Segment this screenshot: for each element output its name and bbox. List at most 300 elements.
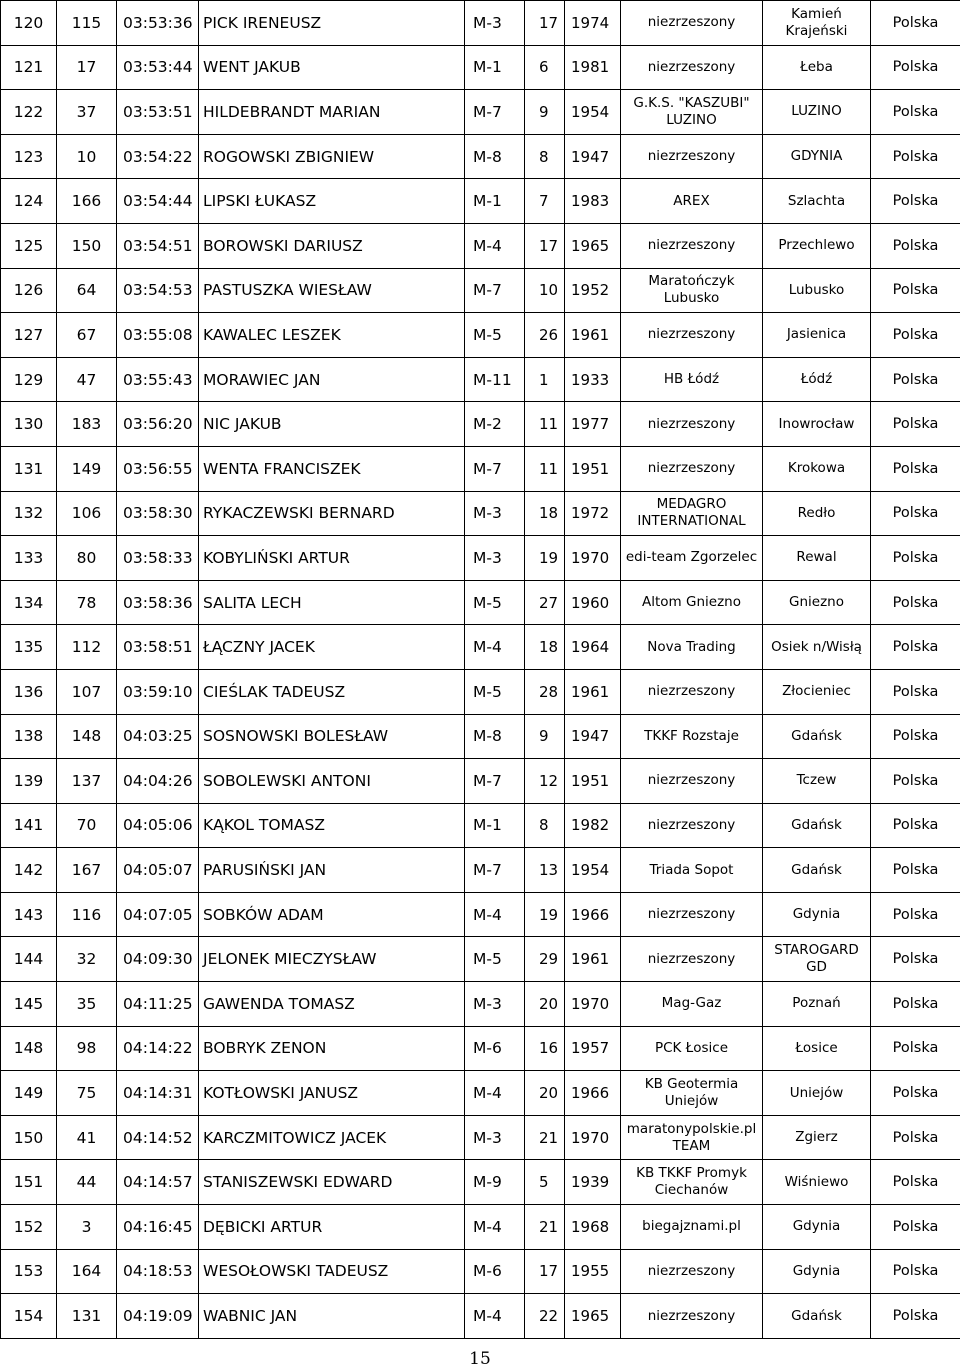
- cell-bib: 64: [57, 268, 117, 313]
- cell-cat-place: 29: [525, 937, 565, 982]
- cell-bib: 116: [57, 892, 117, 937]
- cell-bib: 106: [57, 491, 117, 536]
- table-row: [1, 580, 960, 625]
- cell-name: WENTA FRANCISZEK: [199, 446, 465, 491]
- cell-name: ŁĄCZNY JACEK: [199, 625, 465, 670]
- cell-cat-place: 1: [525, 357, 565, 402]
- cell-name: WABNIC JAN: [199, 1294, 465, 1339]
- cell-cat: M-7: [465, 446, 525, 491]
- cell-name: KOTŁOWSKI JANUSZ: [199, 1071, 465, 1116]
- cell-time: 04:14:57: [117, 1160, 199, 1205]
- cell-year: 1960: [565, 580, 621, 625]
- cell-cat: M-4: [465, 1071, 525, 1116]
- cell-bib: 164: [57, 1249, 117, 1294]
- cell-place: 142: [1, 848, 57, 893]
- cell-club: PCK Łosice: [621, 1026, 763, 1071]
- cell-place: 151: [1, 1160, 57, 1205]
- cell-bib: 44: [57, 1160, 117, 1205]
- cell-year: 1951: [565, 759, 621, 804]
- cell-year: 1965: [565, 1294, 621, 1339]
- results-body: [1, 1, 960, 1339]
- cell-name: PASTUSZKA WIESŁAW: [199, 268, 465, 313]
- cell-country: Polska: [871, 1160, 960, 1205]
- cell-place: 127: [1, 313, 57, 358]
- cell-name: KOBYLIŃSKI ARTUR: [199, 536, 465, 581]
- cell-cat-place: 5: [525, 1160, 565, 1205]
- table-row: [1, 402, 960, 447]
- cell-club: HB Łódź: [621, 357, 763, 402]
- cell-cat-place: 19: [525, 536, 565, 581]
- cell-time: 03:55:43: [117, 357, 199, 402]
- cell-bib: 137: [57, 759, 117, 804]
- cell-city: Zgierz: [763, 1115, 871, 1160]
- cell-bib: 70: [57, 803, 117, 848]
- cell-time: 03:58:51: [117, 625, 199, 670]
- table-row: [1, 1249, 960, 1294]
- cell-bib: 166: [57, 179, 117, 224]
- cell-country: Polska: [871, 982, 960, 1027]
- cell-cat: M-4: [465, 625, 525, 670]
- cell-club: niezrzeszony: [621, 313, 763, 358]
- cell-year: 1957: [565, 1026, 621, 1071]
- cell-bib: 10: [57, 134, 117, 179]
- cell-country: Polska: [871, 134, 960, 179]
- cell-country: Polska: [871, 268, 960, 313]
- cell-cat: M-7: [465, 848, 525, 893]
- cell-cat: M-5: [465, 313, 525, 358]
- cell-cat: M-3: [465, 491, 525, 536]
- cell-name: STANISZEWSKI EDWARD: [199, 1160, 465, 1205]
- cell-place: 122: [1, 90, 57, 135]
- cell-time: 03:59:10: [117, 669, 199, 714]
- cell-country: Polska: [871, 625, 960, 670]
- cell-year: 1982: [565, 803, 621, 848]
- cell-city: Łosice: [763, 1026, 871, 1071]
- cell-cat: M-3: [465, 982, 525, 1027]
- table-row: [1, 982, 960, 1027]
- cell-name: LIPSKI ŁUKASZ: [199, 179, 465, 224]
- cell-name: RYKACZEWSKI BERNARD: [199, 491, 465, 536]
- cell-city: Gdańsk: [763, 714, 871, 759]
- cell-cat-place: 11: [525, 402, 565, 447]
- cell-bib: 115: [57, 1, 117, 46]
- cell-club: Mag-Gaz: [621, 982, 763, 1027]
- cell-club: KB TKKF Promyk Ciechanów: [621, 1160, 763, 1205]
- cell-name: WESOŁOWSKI TADEUSZ: [199, 1249, 465, 1294]
- cell-place: 120: [1, 1, 57, 46]
- cell-country: Polska: [871, 313, 960, 358]
- cell-city: LUZINO: [763, 90, 871, 135]
- cell-cat: M-7: [465, 90, 525, 135]
- table-row: [1, 1115, 960, 1160]
- table-row: [1, 45, 960, 90]
- cell-name: SOBKÓW ADAM: [199, 892, 465, 937]
- cell-name: MORAWIEC JAN: [199, 357, 465, 402]
- cell-place: 154: [1, 1294, 57, 1339]
- cell-name: KĄKOL TOMASZ: [199, 803, 465, 848]
- table-row: [1, 759, 960, 804]
- cell-cat-place: 9: [525, 714, 565, 759]
- cell-time: 03:54:22: [117, 134, 199, 179]
- cell-year: 1983: [565, 179, 621, 224]
- cell-place: 149: [1, 1071, 57, 1116]
- table-row: [1, 714, 960, 759]
- cell-bib: 167: [57, 848, 117, 893]
- cell-club: Triada Sopot: [621, 848, 763, 893]
- cell-cat-place: 16: [525, 1026, 565, 1071]
- cell-place: 153: [1, 1249, 57, 1294]
- cell-cat: M-8: [465, 714, 525, 759]
- cell-year: 1954: [565, 90, 621, 135]
- cell-city: Przechlewo: [763, 223, 871, 268]
- cell-country: Polska: [871, 937, 960, 982]
- cell-name: JELONEK MIECZYSŁAW: [199, 937, 465, 982]
- cell-club: niezrzeszony: [621, 134, 763, 179]
- cell-year: 1947: [565, 134, 621, 179]
- cell-year: 1939: [565, 1160, 621, 1205]
- cell-name: DĘBICKI ARTUR: [199, 1205, 465, 1250]
- table-row: [1, 313, 960, 358]
- cell-country: Polska: [871, 848, 960, 893]
- cell-cat: M-4: [465, 1205, 525, 1250]
- cell-country: Polska: [871, 491, 960, 536]
- cell-cat-place: 7: [525, 179, 565, 224]
- cell-year: 1972: [565, 491, 621, 536]
- cell-time: 04:05:07: [117, 848, 199, 893]
- cell-name: KAWALEC LESZEK: [199, 313, 465, 358]
- cell-club: maratonypolskie.pl TEAM: [621, 1115, 763, 1160]
- cell-country: Polska: [871, 402, 960, 447]
- cell-time: 03:53:51: [117, 90, 199, 135]
- cell-year: 1974: [565, 1, 621, 46]
- cell-country: Polska: [871, 1115, 960, 1160]
- cell-cat: M-4: [465, 223, 525, 268]
- table-row: [1, 892, 960, 937]
- cell-name: GAWENDA TOMASZ: [199, 982, 465, 1027]
- cell-name: WENT JAKUB: [199, 45, 465, 90]
- cell-club: Nova Trading: [621, 625, 763, 670]
- cell-place: 144: [1, 937, 57, 982]
- cell-club: AREX: [621, 179, 763, 224]
- table-row: [1, 446, 960, 491]
- cell-cat-place: 19: [525, 892, 565, 937]
- cell-city: Szlachta: [763, 179, 871, 224]
- cell-cat: M-1: [465, 45, 525, 90]
- cell-cat: M-5: [465, 580, 525, 625]
- cell-country: Polska: [871, 892, 960, 937]
- cell-club: niezrzeszony: [621, 669, 763, 714]
- cell-cat-place: 18: [525, 625, 565, 670]
- cell-time: 03:56:55: [117, 446, 199, 491]
- cell-country: Polska: [871, 714, 960, 759]
- cell-bib: 183: [57, 402, 117, 447]
- table-row: [1, 1026, 960, 1071]
- cell-country: Polska: [871, 446, 960, 491]
- cell-place: 132: [1, 491, 57, 536]
- cell-cat-place: 22: [525, 1294, 565, 1339]
- cell-club: Altom Gniezno: [621, 580, 763, 625]
- cell-place: 133: [1, 536, 57, 581]
- cell-year: 1964: [565, 625, 621, 670]
- cell-club: niezrzeszony: [621, 937, 763, 982]
- cell-club: niezrzeszony: [621, 1249, 763, 1294]
- cell-country: Polska: [871, 1294, 960, 1339]
- cell-place: 131: [1, 446, 57, 491]
- cell-place: 138: [1, 714, 57, 759]
- cell-bib: 17: [57, 45, 117, 90]
- cell-bib: 75: [57, 1071, 117, 1116]
- cell-city: Gdynia: [763, 1205, 871, 1250]
- cell-cat-place: 17: [525, 223, 565, 268]
- cell-club: niezrzeszony: [621, 446, 763, 491]
- cell-time: 03:54:51: [117, 223, 199, 268]
- table-row: [1, 1, 960, 46]
- cell-year: 1981: [565, 45, 621, 90]
- cell-bib: 80: [57, 536, 117, 581]
- cell-cat: M-6: [465, 1249, 525, 1294]
- cell-cat: M-7: [465, 759, 525, 804]
- cell-name: SOSNOWSKI BOLESŁAW: [199, 714, 465, 759]
- cell-time: 04:19:09: [117, 1294, 199, 1339]
- cell-cat: M-2: [465, 402, 525, 447]
- cell-bib: 35: [57, 982, 117, 1027]
- cell-year: 1951: [565, 446, 621, 491]
- cell-cat-place: 13: [525, 848, 565, 893]
- cell-name: BOBRYK ZENON: [199, 1026, 465, 1071]
- cell-city: Gdańsk: [763, 1294, 871, 1339]
- cell-cat: M-3: [465, 1115, 525, 1160]
- cell-time: 04:14:52: [117, 1115, 199, 1160]
- cell-time: 03:54:44: [117, 179, 199, 224]
- cell-club: niezrzeszony: [621, 892, 763, 937]
- cell-country: Polska: [871, 759, 960, 804]
- table-row: [1, 848, 960, 893]
- cell-country: Polska: [871, 1249, 960, 1294]
- table-row: [1, 134, 960, 179]
- cell-name: SOBOLEWSKI ANTONI: [199, 759, 465, 804]
- cell-year: 1966: [565, 1071, 621, 1116]
- cell-country: Polska: [871, 179, 960, 224]
- table-row: [1, 937, 960, 982]
- table-row: [1, 179, 960, 224]
- cell-time: 04:03:25: [117, 714, 199, 759]
- cell-place: 123: [1, 134, 57, 179]
- cell-city: Gdynia: [763, 1249, 871, 1294]
- cell-bib: 98: [57, 1026, 117, 1071]
- cell-club: niezrzeszony: [621, 45, 763, 90]
- cell-year: 1965: [565, 223, 621, 268]
- cell-club: niezrzeszony: [621, 1, 763, 46]
- cell-time: 03:54:53: [117, 268, 199, 313]
- cell-year: 1970: [565, 1115, 621, 1160]
- cell-club: niezrzeszony: [621, 1294, 763, 1339]
- cell-country: Polska: [871, 357, 960, 402]
- cell-time: 03:53:44: [117, 45, 199, 90]
- cell-cat-place: 20: [525, 982, 565, 1027]
- cell-club: MEDAGRO INTERNATIONAL: [621, 491, 763, 536]
- cell-place: 125: [1, 223, 57, 268]
- cell-cat: M-9: [465, 1160, 525, 1205]
- cell-bib: 149: [57, 446, 117, 491]
- cell-cat: M-1: [465, 179, 525, 224]
- cell-city: Krokowa: [763, 446, 871, 491]
- cell-place: 126: [1, 268, 57, 313]
- cell-bib: 37: [57, 90, 117, 135]
- cell-cat-place: 12: [525, 759, 565, 804]
- cell-city: Łeba: [763, 45, 871, 90]
- table-row: [1, 1071, 960, 1116]
- cell-time: 03:58:33: [117, 536, 199, 581]
- cell-year: 1961: [565, 313, 621, 358]
- cell-cat-place: 26: [525, 313, 565, 358]
- cell-year: 1968: [565, 1205, 621, 1250]
- cell-bib: 78: [57, 580, 117, 625]
- table-row: [1, 669, 960, 714]
- cell-cat-place: 8: [525, 134, 565, 179]
- cell-time: 03:53:36: [117, 1, 199, 46]
- cell-place: 129: [1, 357, 57, 402]
- table-row: [1, 1205, 960, 1250]
- cell-time: 03:58:36: [117, 580, 199, 625]
- table-row: [1, 1160, 960, 1205]
- cell-name: BOROWSKI DARIUSZ: [199, 223, 465, 268]
- cell-club: niezrzeszony: [621, 759, 763, 804]
- table-row: [1, 625, 960, 670]
- cell-year: 1955: [565, 1249, 621, 1294]
- cell-bib: 148: [57, 714, 117, 759]
- cell-city: Gdańsk: [763, 803, 871, 848]
- cell-country: Polska: [871, 803, 960, 848]
- cell-cat: M-5: [465, 937, 525, 982]
- cell-country: Polska: [871, 1026, 960, 1071]
- cell-club: edi-team Zgorzelec: [621, 536, 763, 581]
- cell-name: NIC JAKUB: [199, 402, 465, 447]
- cell-club: TKKF Rozstaje: [621, 714, 763, 759]
- cell-name: KARCZMITOWICZ JACEK: [199, 1115, 465, 1160]
- table-row: [1, 1294, 960, 1339]
- cell-bib: 3: [57, 1205, 117, 1250]
- cell-country: Polska: [871, 1071, 960, 1116]
- table-row: [1, 223, 960, 268]
- cell-time: 03:55:08: [117, 313, 199, 358]
- cell-city: Poznań: [763, 982, 871, 1027]
- cell-city: GDYNIA: [763, 134, 871, 179]
- cell-cat-place: 6: [525, 45, 565, 90]
- cell-time: 03:58:30: [117, 491, 199, 536]
- cell-year: 1961: [565, 669, 621, 714]
- cell-place: 139: [1, 759, 57, 804]
- cell-name: HILDEBRANDT MARIAN: [199, 90, 465, 135]
- cell-year: 1970: [565, 536, 621, 581]
- cell-place: 136: [1, 669, 57, 714]
- cell-cat-place: 11: [525, 446, 565, 491]
- cell-city: Gdynia: [763, 892, 871, 937]
- cell-club: niezrzeszony: [621, 402, 763, 447]
- table-row: [1, 357, 960, 402]
- cell-cat-place: 21: [525, 1115, 565, 1160]
- cell-place: 135: [1, 625, 57, 670]
- cell-bib: 107: [57, 669, 117, 714]
- cell-bib: 112: [57, 625, 117, 670]
- cell-club: biegajznami.pl: [621, 1205, 763, 1250]
- cell-cat-place: 28: [525, 669, 565, 714]
- cell-cat: M-6: [465, 1026, 525, 1071]
- cell-club: KB Geotermia Uniejów: [621, 1071, 763, 1116]
- table-row: [1, 491, 960, 536]
- cell-name: ROGOWSKI ZBIGNIEW: [199, 134, 465, 179]
- cell-city: STAROGARD GD: [763, 937, 871, 982]
- cell-cat: M-1: [465, 803, 525, 848]
- cell-club: Maratończyk Lubusko: [621, 268, 763, 313]
- table-row: [1, 268, 960, 313]
- cell-cat-place: 9: [525, 90, 565, 135]
- cell-time: 04:16:45: [117, 1205, 199, 1250]
- cell-city: Inowrocław: [763, 402, 871, 447]
- cell-place: 124: [1, 179, 57, 224]
- cell-country: Polska: [871, 45, 960, 90]
- cell-city: Łódź: [763, 357, 871, 402]
- cell-bib: 47: [57, 357, 117, 402]
- cell-time: 04:14:31: [117, 1071, 199, 1116]
- cell-year: 1933: [565, 357, 621, 402]
- cell-cat: M-8: [465, 134, 525, 179]
- cell-year: 1970: [565, 982, 621, 1027]
- cell-cat-place: 8: [525, 803, 565, 848]
- cell-place: 152: [1, 1205, 57, 1250]
- cell-bib: 41: [57, 1115, 117, 1160]
- cell-cat: M-7: [465, 268, 525, 313]
- cell-cat-place: 20: [525, 1071, 565, 1116]
- cell-year: 1977: [565, 402, 621, 447]
- cell-place: 145: [1, 982, 57, 1027]
- cell-place: 141: [1, 803, 57, 848]
- cell-country: Polska: [871, 669, 960, 714]
- cell-city: Gdańsk: [763, 848, 871, 893]
- cell-country: Polska: [871, 580, 960, 625]
- cell-name: SALITA LECH: [199, 580, 465, 625]
- cell-cat-place: 27: [525, 580, 565, 625]
- cell-year: 1961: [565, 937, 621, 982]
- cell-place: 134: [1, 580, 57, 625]
- cell-time: 04:09:30: [117, 937, 199, 982]
- cell-club: G.K.S. "KASZUBI" LUZINO: [621, 90, 763, 135]
- cell-country: Polska: [871, 1, 960, 46]
- cell-place: 148: [1, 1026, 57, 1071]
- cell-cat: M-3: [465, 1, 525, 46]
- cell-cat-place: 21: [525, 1205, 565, 1250]
- cell-name: PARUSIŃSKI JAN: [199, 848, 465, 893]
- table-row: [1, 90, 960, 135]
- cell-year: 1952: [565, 268, 621, 313]
- cell-cat: M-4: [465, 1294, 525, 1339]
- cell-time: 04:04:26: [117, 759, 199, 804]
- cell-country: Polska: [871, 536, 960, 581]
- cell-city: Uniejów: [763, 1071, 871, 1116]
- cell-city: Osiek n/Wisłą: [763, 625, 871, 670]
- cell-city: Złocieniec: [763, 669, 871, 714]
- cell-cat-place: 10: [525, 268, 565, 313]
- table-row: [1, 536, 960, 581]
- cell-country: Polska: [871, 90, 960, 135]
- cell-club: niezrzeszony: [621, 803, 763, 848]
- cell-year: 1966: [565, 892, 621, 937]
- cell-cat: M-4: [465, 892, 525, 937]
- cell-city: Gniezno: [763, 580, 871, 625]
- cell-year: 1954: [565, 848, 621, 893]
- page-number: 15: [469, 1349, 491, 1369]
- cell-name: PICK IRENEUSZ: [199, 1, 465, 46]
- cell-city: Wiśniewo: [763, 1160, 871, 1205]
